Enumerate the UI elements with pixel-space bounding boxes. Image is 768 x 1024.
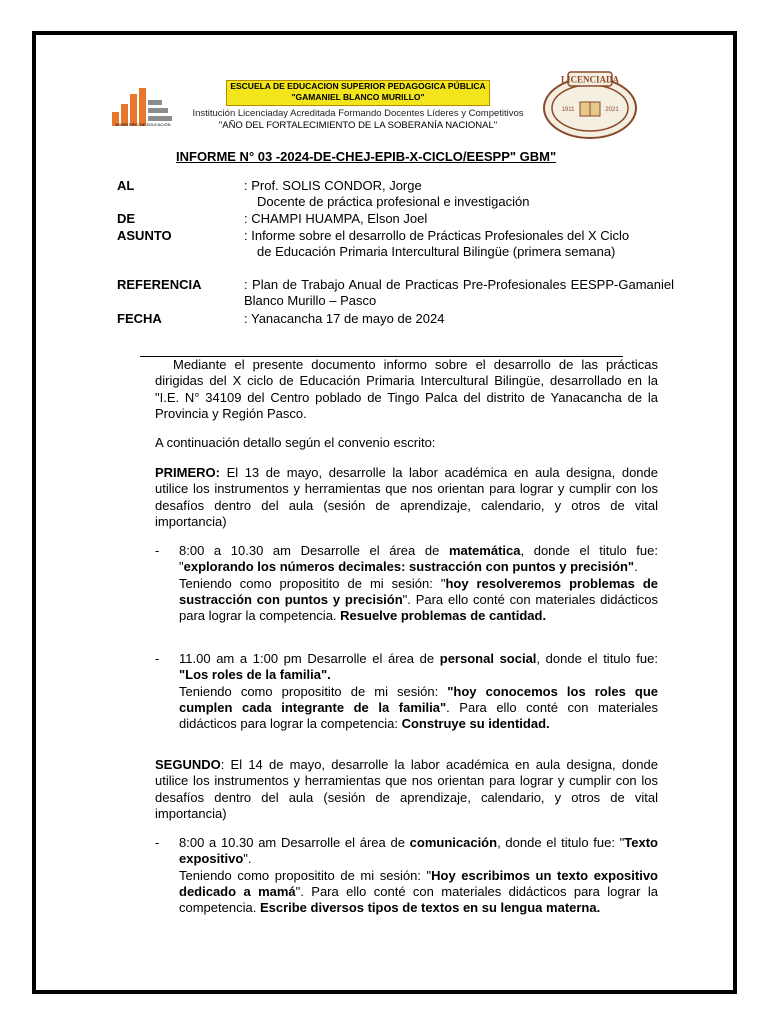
ministry-logo-caption: MINISTERIO DE EDUCACIÓN bbox=[115, 122, 171, 127]
primero-paragraph bbox=[155, 465, 658, 530]
item2-competence: Construye su identidad. bbox=[401, 716, 550, 732]
intro-paragraph: Mediante el presente documento informo sobre el desarrollo de las prácticas dirigidas del X ciclo de Educación Primaria Intercultural Bilingüe, desarrollado en la "I.E. N° 34109 del Centro poblado de Tingo Palca del distrito de Yanacancha de la Provincia y Región Pasco. bbox=[155, 357, 658, 421]
year-motto: "AÑO DEL FORTALECIMIENTO DE LA SOBERANÍA NACIONAL" bbox=[218, 120, 498, 131]
institution-tagline: Institución Licenciaday Acreditada Formando Docentes Líderes y Competitivos bbox=[192, 108, 524, 119]
fecha-value: : Yanacancha 17 de mayo de 2024 bbox=[244, 311, 445, 326]
item2-bullet: - bbox=[155, 651, 160, 666]
item1-text1: 8:00 a 10.30 am Desarrolle el área de bbox=[179, 543, 449, 558]
item2-area: personal social bbox=[439, 651, 537, 666]
al-label: AL bbox=[117, 178, 135, 193]
referencia-value: : Plan de Trabajo Anual de Practicas Pre-Profesionales EESPP-Gamaniel Blanco Murillo – Pasco bbox=[244, 277, 674, 308]
item1-competence: Resuelve problemas de cantidad. bbox=[340, 608, 547, 624]
item3-bullet: - bbox=[155, 835, 160, 850]
seal-text: LICENCIADA bbox=[560, 74, 620, 85]
item3-text3: ". bbox=[243, 851, 252, 867]
item2-text1: 11.00 am a 1:00 pm Desarrolle el área de bbox=[179, 651, 440, 666]
referencia-label: REFERENCIA bbox=[117, 277, 202, 292]
item1-text4: Teniendo como propositito de mi sesión: " bbox=[179, 575, 446, 591]
al-value-name: : Prof. SOLIS CONDOR, Jorge bbox=[244, 178, 422, 193]
item3-title: Texto expositivo bbox=[179, 835, 658, 867]
item3-area: comunicación bbox=[409, 835, 498, 850]
school-name-line1: ESCUELA DE EDUCACION SUPERIOR PEDAGOGICA PÚBLICA bbox=[230, 81, 486, 91]
item1-text3: . bbox=[634, 559, 638, 575]
item1-purpose: hoy resolveremos problemas de sustracción con puntos y precisión bbox=[179, 575, 658, 607]
asunto-value bbox=[244, 228, 676, 259]
school-name-banner bbox=[226, 80, 490, 106]
item1-title: explorando los números decimales: sustracción con puntos y precisión" bbox=[183, 559, 635, 575]
item2-purpose: "hoy conocemos los roles que cumplen cada integrante de la familia" bbox=[179, 683, 658, 715]
item3-competence: Escribe diversos tipos de textos en su lengua materna. bbox=[259, 900, 601, 916]
item3-text5: ". Para ello conté con materiales didácticos para lograr la competencia. bbox=[179, 883, 658, 916]
item3-text2: , donde el titulo fue: " bbox=[497, 835, 625, 850]
item2-text5: . Para ello conté con materiales didácticos para lograr la competencia: bbox=[179, 699, 658, 732]
item3-purpose: Hoy escribimos un texto expositivo dedicado a mamá bbox=[179, 867, 658, 899]
seal-year-right: 2021 bbox=[605, 107, 619, 113]
primero-label: PRIMERO: bbox=[155, 465, 220, 480]
item1-area: matemática bbox=[448, 543, 521, 558]
licensed-seal bbox=[540, 70, 640, 140]
asunto-value-line2: de Educación Primaria Intercultural Bilingüe (primera semana) bbox=[257, 243, 616, 259]
de-value: : CHAMPI HUAMPA, Elson Joel bbox=[244, 211, 428, 226]
school-name-line2: "GAMANIEL BLANCO MURILLO" bbox=[291, 92, 425, 102]
item2-text2: , donde el titulo fue: bbox=[536, 651, 658, 666]
asunto-label: ASUNTO bbox=[117, 228, 172, 243]
primero-text: El 13 de mayo, desarrolle la labor académica en aula designa, donde utilice los instrumentos y herramientas que nos orientan para lograr y cumplir con los desafíos dentro del aula (sesión de aprendizaje, calendario, y otros de vital importancia) bbox=[155, 465, 658, 529]
segundo-label: SEGUNDO bbox=[155, 757, 221, 772]
item1-text2: , donde el titulo fue: " bbox=[179, 543, 658, 575]
al-value bbox=[244, 178, 676, 209]
segundo-paragraph bbox=[155, 757, 658, 822]
item3 bbox=[179, 835, 658, 916]
item3-text1: 8:00 a 10.30 am Desarrolle el área de bbox=[179, 835, 410, 850]
report-title: INFORME N° 03 -2024-DE-CHEJ-EPIB-X-CICLO/EESPP" GBM" bbox=[176, 149, 557, 164]
item2-title: "Los roles de la familia". bbox=[179, 667, 331, 683]
seal-year-left: 1911 bbox=[561, 107, 575, 113]
item3-text4: Teniendo como propositito de mi sesión: " bbox=[179, 867, 432, 883]
item2-text4: Teniendo como propositito de mi sesión: bbox=[179, 683, 448, 699]
fecha-label: FECHA bbox=[117, 311, 162, 326]
de-label: DE bbox=[117, 211, 136, 226]
item1 bbox=[179, 543, 658, 624]
detail-paragraph: A continuación detallo según el convenio escrito: bbox=[155, 435, 436, 450]
asunto-value-line1: : Informe sobre el desarrollo de Prácticas Profesionales del X Ciclo bbox=[244, 228, 630, 243]
segundo-text: : El 14 de mayo, desarrolle la labor académica en aula designa, donde utilice los instrumentos y herramientas que nos orientan para lograr y cumplir con los desafíos dentro del aula (sesión de aprendizaje, calendario, y otros de vital importancia) bbox=[155, 757, 658, 821]
item2 bbox=[179, 651, 658, 732]
al-value-role: Docente de práctica profesional e investigación bbox=[257, 193, 530, 209]
item1-bullet: - bbox=[155, 543, 160, 558]
item1-text5: ". Para ello conté con materiales didácticos para lograr la competencia. bbox=[179, 591, 658, 624]
